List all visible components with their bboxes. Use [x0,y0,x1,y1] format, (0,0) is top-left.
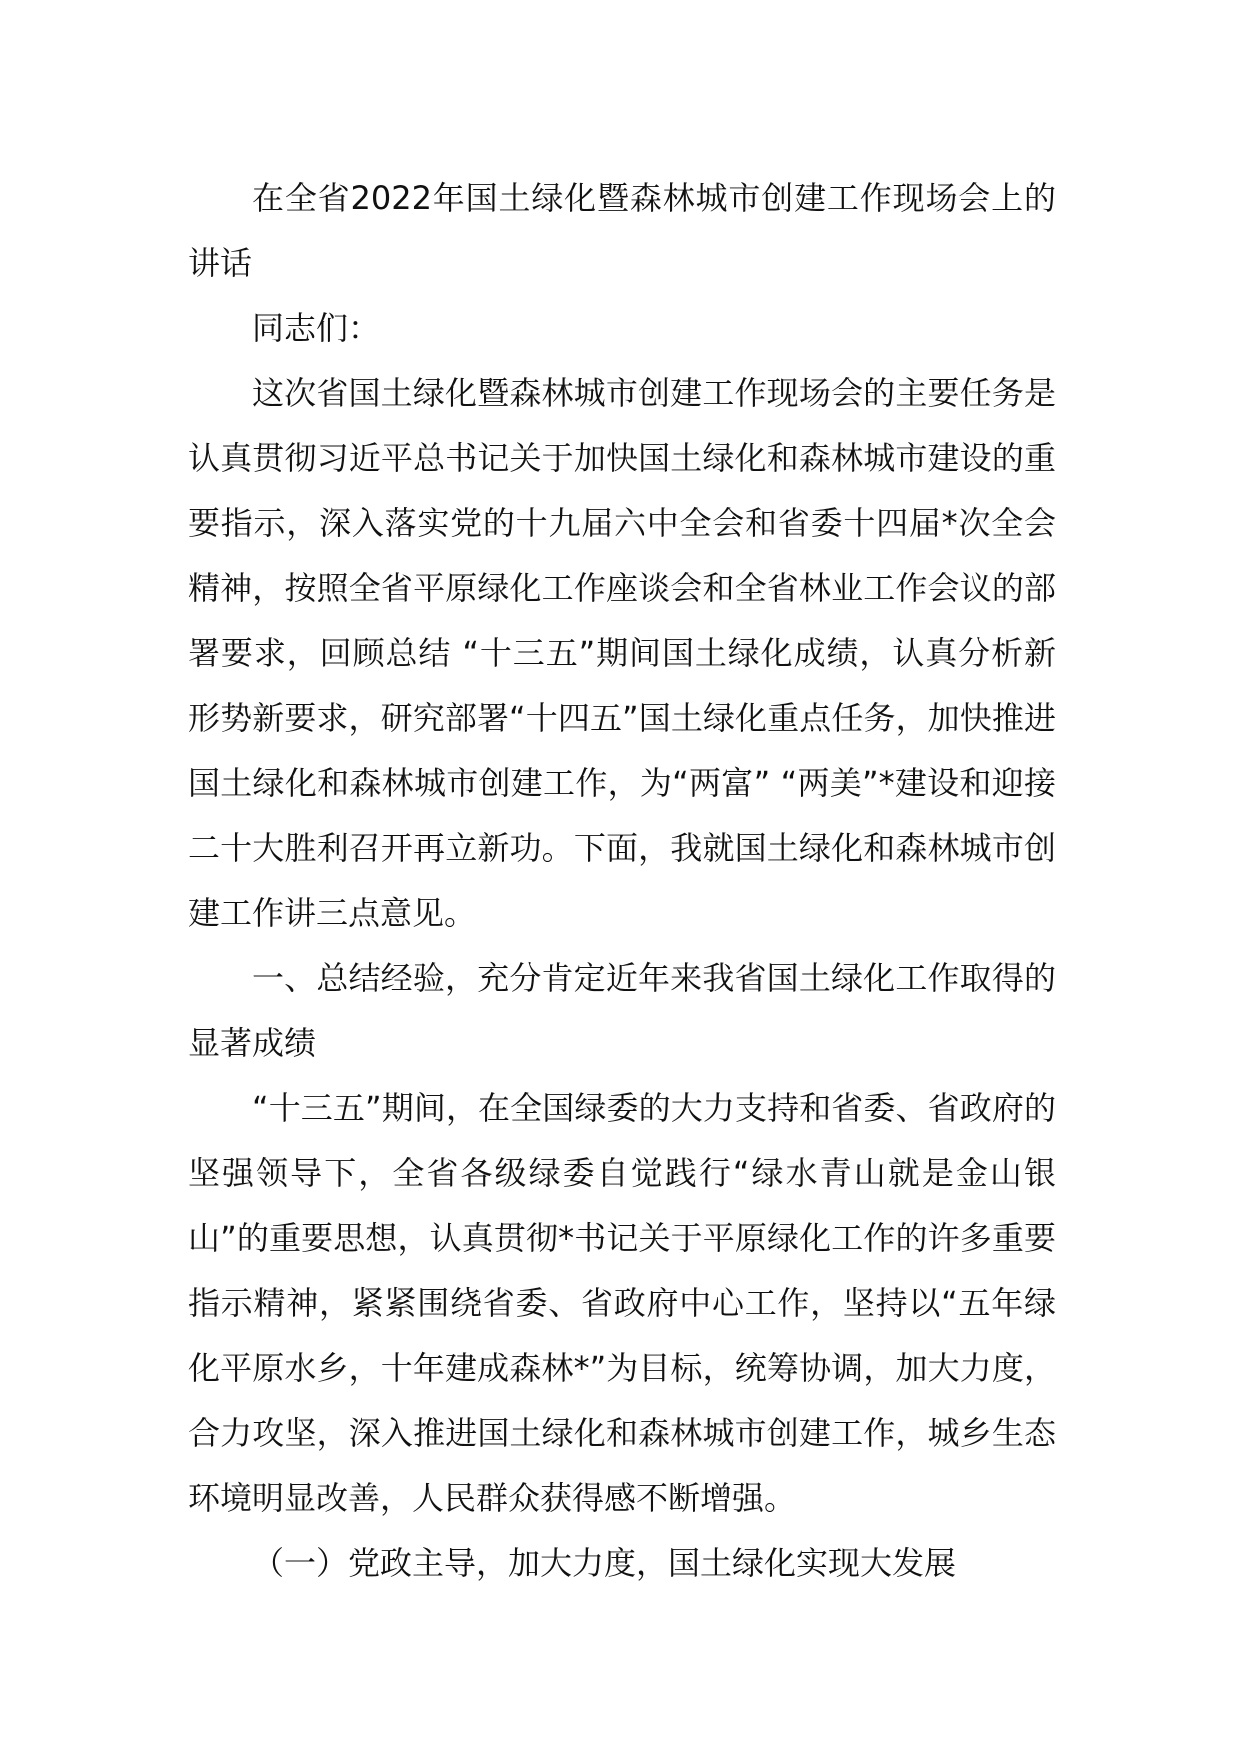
section-heading-1: 一、总结经验，充分肯定近年来我省国土绿化工作取得的显著成绩 [188,959,1056,1062]
document-page [188,166,1056,1596]
paragraph-intro: 这次省国土绿化暨森林城市创建工作现场会的主要任务是认真贯彻习近平总书记关于加快国土绿化和森林城市建设的重要指示，深入落实党的十九届六中全会和省委十四届*次全会精神，按照全省平原绿化工作座谈会和全省林业工作会议的部署要求，回顾总结 “十三五”期间国土绿化成绩，认真分析新形势新要求，研究部署“十四五”国土绿化重点任务，加快推进国土绿化和森林城市创建工作，为“两富” “两美”*建设和迎接二十大胜利召开再立新功。下面，我就国土绿化和森林城市创建工作讲三点意见。 [188,374,1056,932]
document-title: 在全省2022年国土绿化暨森林城市创建工作现场会上的讲话 [188,179,1056,282]
paragraph-section-1: “十三五”期间，在全国绿委的大力支持和省委、省政府的坚强领导下，全省各级绿委自觉践行“绿水青山就是金山银山”的重要思想，认真贯彻*书记关于平原绿化工作的许多重要指示精神，紧紧围绕省委、省政府中心工作，坚持以“五年绿化平原水乡，十年建成森林*”为目标，统筹协调，加大力度，合力攻坚，深入推进国土绿化和森林城市创建工作，城乡生态环境明显改善，人民群众获得感不断增强。 [188,1089,1056,1517]
subsection-heading-1: （一）党政主导，加大力度，国土绿化实现大发展 [252,1544,957,1582]
salutation: 同志们： [252,309,381,347]
